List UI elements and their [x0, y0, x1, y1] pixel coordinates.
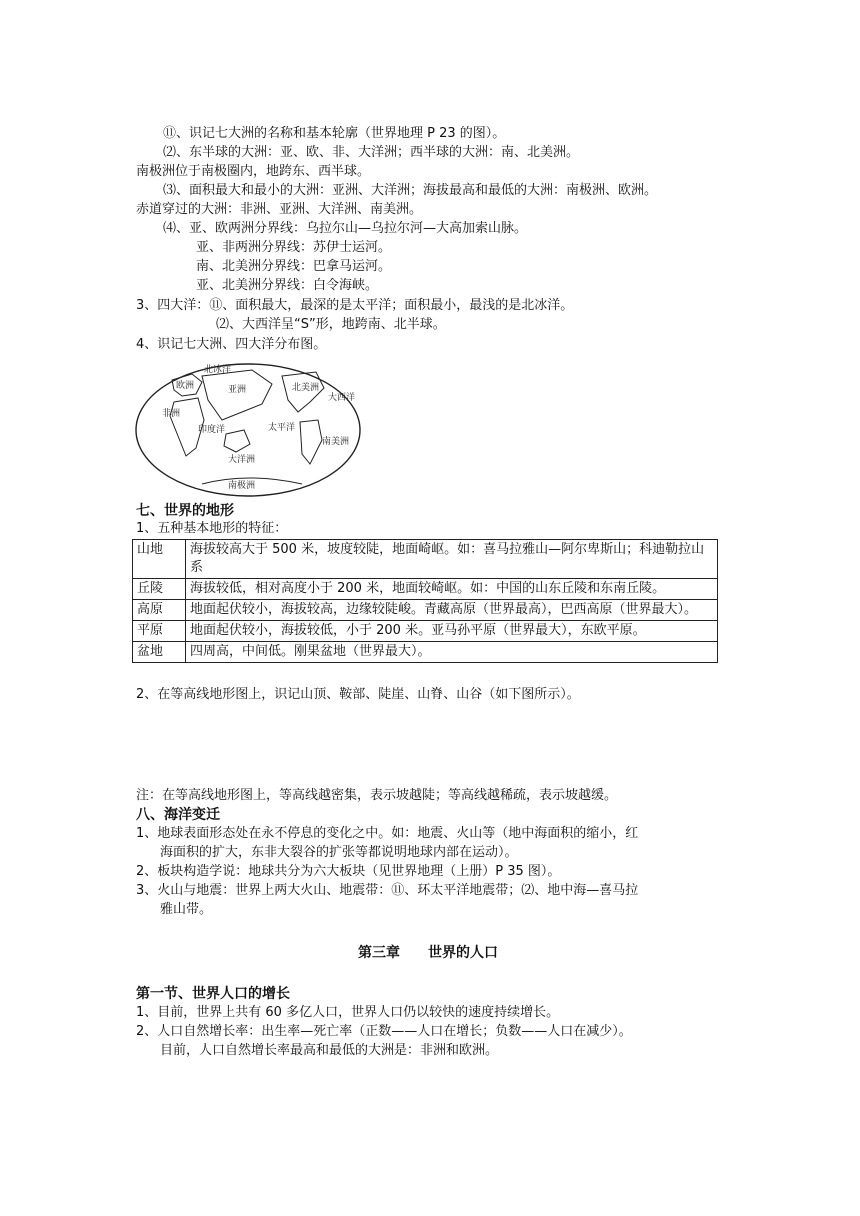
- ocean-paragraph-3b: 雅山带。: [160, 902, 213, 917]
- map-label-arctic: 北冰洋: [204, 365, 232, 375]
- map-instruction-line: 4、识记七大洲、四大洋分布图。: [136, 337, 327, 352]
- table-row: [133, 621, 718, 642]
- map-label-europe: 欧洲: [176, 381, 195, 391]
- map-label-asia: 亚洲: [228, 385, 247, 395]
- antarctica-line: 南极洲位于南极圈内，地跨东、西半球。: [136, 164, 371, 179]
- map-label-africa: 非洲: [162, 409, 181, 419]
- terrain-name-cell: 盆地: [133, 642, 186, 663]
- map-label-north-america: 北美洲: [292, 383, 320, 393]
- section-heading-population: 第一节、世界人口的增长: [136, 986, 290, 1002]
- map-label-antarctica: 南极洲: [228, 481, 256, 491]
- hemisphere-line: ⑵、东半球的大洲：亚、欧、非、大洋洲；西半球的大洲：南、北美洲。: [163, 145, 580, 160]
- ocean-paragraph-2: 2、板块构造学说：地球共分为六大板块（见世界地理（上册）P 35 图）。: [136, 864, 561, 879]
- table-row: [133, 642, 718, 663]
- population-paragraph-3: 目前，人口自然增长率最高和最低的大洲是：非洲和欧洲。: [160, 1043, 499, 1058]
- terrain-desc-cell: 地面起伏较小，海拔较高，边缘较陡峻。青藏高原（世界最高），巴西高原（世界最大）。: [186, 600, 718, 621]
- asia-europe-boundary-line: ⑷、亚、欧两洲分界线：乌拉尔山—乌拉尔河—大高加索山脉。: [163, 221, 528, 236]
- map-label-indian-ocean: 印度洋: [198, 425, 226, 435]
- terrain-name-cell: 平原: [133, 621, 186, 642]
- population-paragraph-2: 2、人口自然增长率：出生率—死亡率（正数——人口在增长；负数——人口在减少）。: [136, 1024, 632, 1039]
- population-paragraph-1: 1、目前，世界上共有 60 多亿人口，世界人口仍以较快的速度持续增长。: [136, 1005, 560, 1020]
- terrain-name-cell: 山地: [133, 540, 186, 579]
- map-label-pacific: 太平洋: [268, 423, 296, 433]
- ocean-paragraph-1a: 1、地球表面形态处在永不停息的变化之中。如：地震、火山等（地中海面积的缩小，红: [136, 826, 639, 841]
- table-row: [133, 579, 718, 600]
- ocean-paragraph-3a: 3、火山与地震：世界上两大火山、地震带：⑪、环太平洋地震带；⑵、地中海—喜马拉: [136, 883, 639, 898]
- contour-instruction-line: 2、在等高线地形图上，识记山顶、鞍部、陡崖、山脊、山谷（如下图所示）。: [136, 687, 580, 702]
- terrain-desc-cell: 地面起伏较小，海拔较低，小于 200 米。亚马孙平原（世界最大），东欧平原。: [186, 621, 718, 642]
- asia-shape: [202, 370, 272, 420]
- asia-africa-boundary-line: 亚、非两洲分界线：苏伊士运河。: [196, 240, 392, 255]
- table-row: [133, 540, 718, 579]
- terrain-table: [132, 539, 718, 663]
- asia-north-america-boundary-line: 亚、北美洲分界线：白令海峡。: [196, 278, 379, 293]
- map-label-south-america: 南美洲: [322, 437, 350, 447]
- section-heading-ocean: 八、海洋变迁: [136, 807, 220, 823]
- continent-outline-line: ⑪、识记七大洲的名称和基本轮廓（世界地理 P 23 的图）。: [163, 126, 506, 141]
- terrain-subheading: 1、五种基本地形的特征：: [136, 521, 288, 536]
- section-heading-terrain: 七、世界的地形: [136, 503, 234, 519]
- contour-note-line: 注：在等高线地形图上，等高线越密集，表示坡越陡；等高线越稀疏，表示坡越缓。: [136, 788, 618, 803]
- map-label-atlantic: 大西洋: [328, 393, 356, 403]
- area-altitude-line: ⑶、面积最大和最小的大洲：亚洲、大洋洲；海拔最高和最低的大洲：南极洲、欧洲。: [163, 183, 658, 198]
- south-america-shape: [300, 420, 322, 464]
- terrain-desc-cell: 四周高，中间低。刚果盆地（世界最大）。: [186, 642, 718, 663]
- chapter-title: 第三章 世界的人口: [358, 945, 498, 961]
- atlantic-line: ⑵、大西洋呈“S”形，地跨南、北半球。: [216, 317, 446, 332]
- world-map-sketch: [132, 360, 364, 500]
- terrain-desc-cell: 海拔较低，相对高度小于 200 米，地面较崎岖。如：中国的山东丘陵和东南丘陵。: [186, 579, 718, 600]
- map-label-oceania: 大洋洲: [228, 455, 256, 465]
- oceania-shape: [224, 430, 250, 452]
- equator-line: 赤道穿过的大洲：非洲、亚洲、大洋洲、南美洲。: [136, 202, 423, 217]
- terrain-name-cell: 高原: [133, 600, 186, 621]
- table-row: [133, 600, 718, 621]
- map-outline: [136, 364, 360, 496]
- terrain-desc-cell: 海拔较高大于 500 米，坡度较陡，地面崎岖。如：喜马拉雅山—阿尔卑斯山；科迪勒拉山系: [186, 540, 718, 579]
- terrain-name-cell: 丘陵: [133, 579, 186, 600]
- ocean-paragraph-1b: 海面积的扩大，东非大裂谷的扩张等都说明地球内部在运动）。: [160, 845, 518, 860]
- americas-boundary-line: 南、北美洲分界线：巴拿马运河。: [196, 259, 392, 274]
- four-oceans-line: 3、四大洋：⑪、面积最大，最深的是太平洋；面积最小，最浅的是北冰洋。: [136, 298, 574, 313]
